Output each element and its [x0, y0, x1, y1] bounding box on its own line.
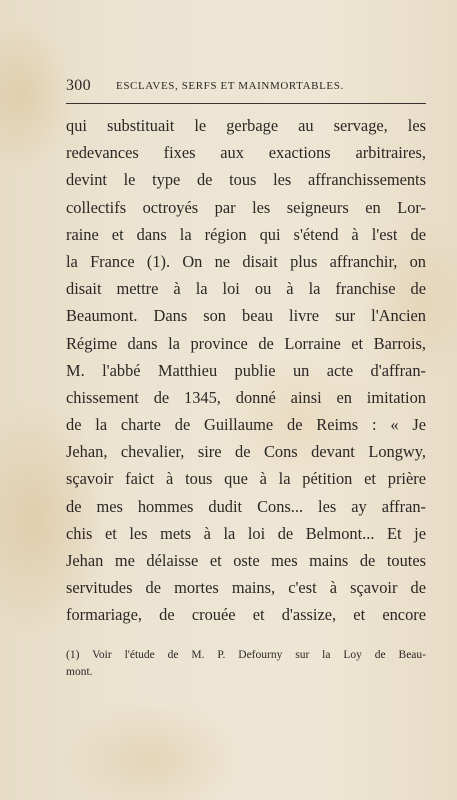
running-title: ESCLAVES, SERFS ET MAINMORTABLES.	[116, 80, 344, 92]
running-header	[66, 77, 426, 95]
text-line: la France (1). On ne disait plus affranchir, on	[66, 251, 426, 271]
text-line: collectifs octroyés par les seigneurs en Lor-	[66, 197, 426, 217]
text-line: qui substituait le gerbage au servage, les	[66, 116, 426, 135]
text-line: devint le type de tous les affranchissements	[66, 170, 426, 190]
text-line: servitudes de mortes mains, c'est à sçavoir de	[66, 578, 426, 598]
page-number: 300	[66, 77, 91, 94]
text-line: Régime dans la province de Lorraine et Barrois,	[66, 333, 426, 353]
text-line: de mes hommes dudit Cons... les ay affran-	[66, 496, 426, 516]
text-line: Jehan, chevalier, sire de Cons devant Longwy,	[66, 442, 426, 462]
body-text	[66, 112, 426, 629]
text-line: de la charte de Guillaume de Reims : « Je	[66, 415, 426, 435]
footnote-line: mont.	[66, 666, 93, 678]
text-line: raine et dans la région qui s'étend à l'est de	[66, 224, 426, 244]
text-line: disait mettre à la loi ou à la franchise de	[66, 279, 426, 299]
text-line: sçavoir faict à tous que à la pétition et prière	[66, 469, 426, 489]
text-line: formariage, de crouée et d'assize, et encore	[66, 605, 426, 625]
text-line: Jehan me délaisse et oste mes mains de toutes	[66, 551, 426, 570]
footnote	[66, 647, 426, 681]
text-line: chis et les mets à la loi de Belmont... Et je	[66, 523, 426, 543]
text-line: Beaumont. Dans son beau livre sur l'Ancien	[66, 306, 426, 326]
text-line: redevances fixes aux exactions arbitraires,	[66, 143, 426, 163]
header-rule	[66, 103, 426, 104]
text-line: M. l'abbé Matthieu publie un acte d'affran-	[66, 360, 426, 380]
footnote-line: (1) Voir l'étude de M. P. Defourny sur la Loy de Beau-	[66, 649, 426, 661]
text-line: chissement de 1345, donné ainsi en imitation	[66, 387, 426, 407]
